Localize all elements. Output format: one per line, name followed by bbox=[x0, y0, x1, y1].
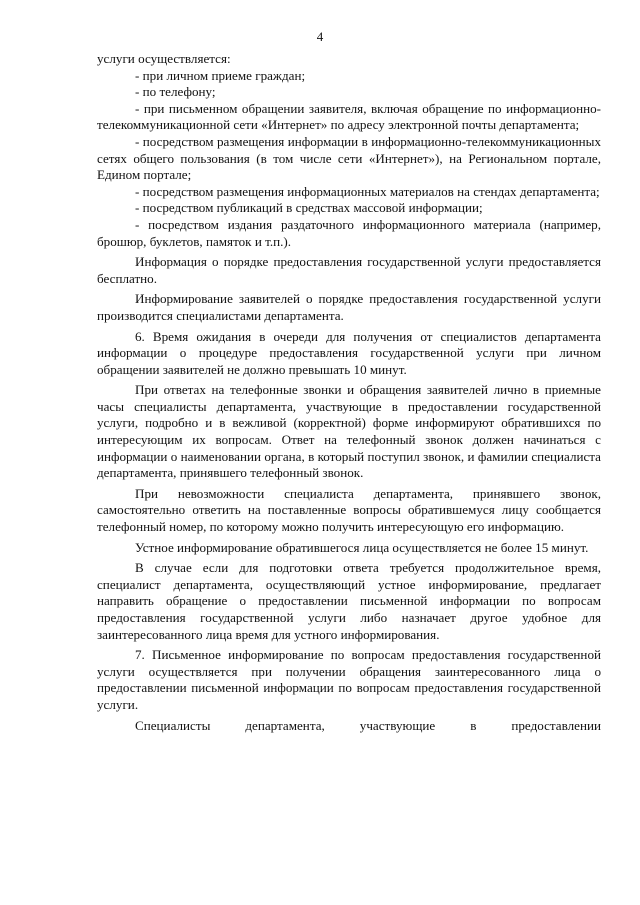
list-item-written-request: - при письменном обращении заявителя, включая обращение по информационно-телекоммуникационной сети «Интернет» по адресу электронной почты департамента; bbox=[97, 100, 601, 133]
list-item-phone: - по телефону; bbox=[135, 84, 216, 100]
list-item-networks: - посредством размещения информации в информационно-телекоммуникационных сетях общего пользования (в том числе сети «Интернет»), на Региональном портале, Едином портале; bbox=[97, 133, 601, 183]
paragraph-oral-duration: Устное информирование обратившегося лица осуществляется не более 15 минут. bbox=[135, 539, 589, 555]
paragraph-phone-redirect: При невозможности специалиста департамента, принявшего звонок, самостоятельно ответить на поставленные вопросы обратившемуся лицу сообщается телефонный номер, по которому можно получить интересующую его информацию. bbox=[97, 485, 601, 535]
paragraph-long-answer: В случае если для подготовки ответа требуется продолжительное время, специалист департамента, осуществляющий устное информирование, предлагает направить обращение о предоставлении письменной информации по вопросам предоставления государственной услуги либо назначает другое удобное для заинтересованного лица время для устного информирования. bbox=[97, 560, 601, 642]
paragraph-free-info: Информация о порядке предоставления государственной услуги предоставляется бесплатно. bbox=[97, 254, 601, 286]
paragraph-section-7-written: 7. Письменное информирование по вопросам предоставления государственной услуги осуществляется при получении обращения заинтересованного лица о предоставлении письменной информации по вопросам предоставления государственной услуги. bbox=[97, 647, 601, 712]
paragraph-phone-answers: При ответах на телефонные звонки и обращения заявителей лично в приемные часы специалисты департамента, участвующие в предоставлении государственной услуги, подробно и в вежливой (корректной) форме информируют обратившихся по интересующим их вопросам. Ответ на телефонный звонок должен начинаться с информации о наименовании органа, в который поступил звонок, и фамилии специалиста департамента, принявшего телефонный звонок. bbox=[97, 382, 601, 481]
list-item-personal-reception: - при личном приеме граждан; bbox=[135, 67, 306, 83]
list-item-stands: - посредством размещения информационных материалов на стендах департамента; bbox=[135, 183, 600, 199]
page-number: 4 bbox=[316, 29, 324, 44]
paragraph-section-6-waiting: 6. Время ожидания в очереди для получения от специалистов департамента информации о процедуре предоставления государственной услуги при личном обращении заявителей не должно превышать 10 минут. bbox=[97, 328, 601, 377]
paragraph-specialists-continued: Специалисты департамента, участвующие в предоставлении bbox=[135, 717, 601, 733]
list-item-handouts: - посредством издания раздаточного информационного материала (например, брошюр, буклетов, памяток и т.п.). bbox=[97, 216, 601, 249]
paragraph-informing-specialists: Информирование заявителей о порядке предоставления государственной услуги производится специалистами департамента. bbox=[97, 291, 601, 323]
document-body bbox=[97, 51, 601, 738]
paragraph-services-intro: услуги осуществляется: bbox=[97, 51, 231, 66]
list-item-media: - посредством публикаций в средствах массовой информации; bbox=[135, 200, 483, 216]
